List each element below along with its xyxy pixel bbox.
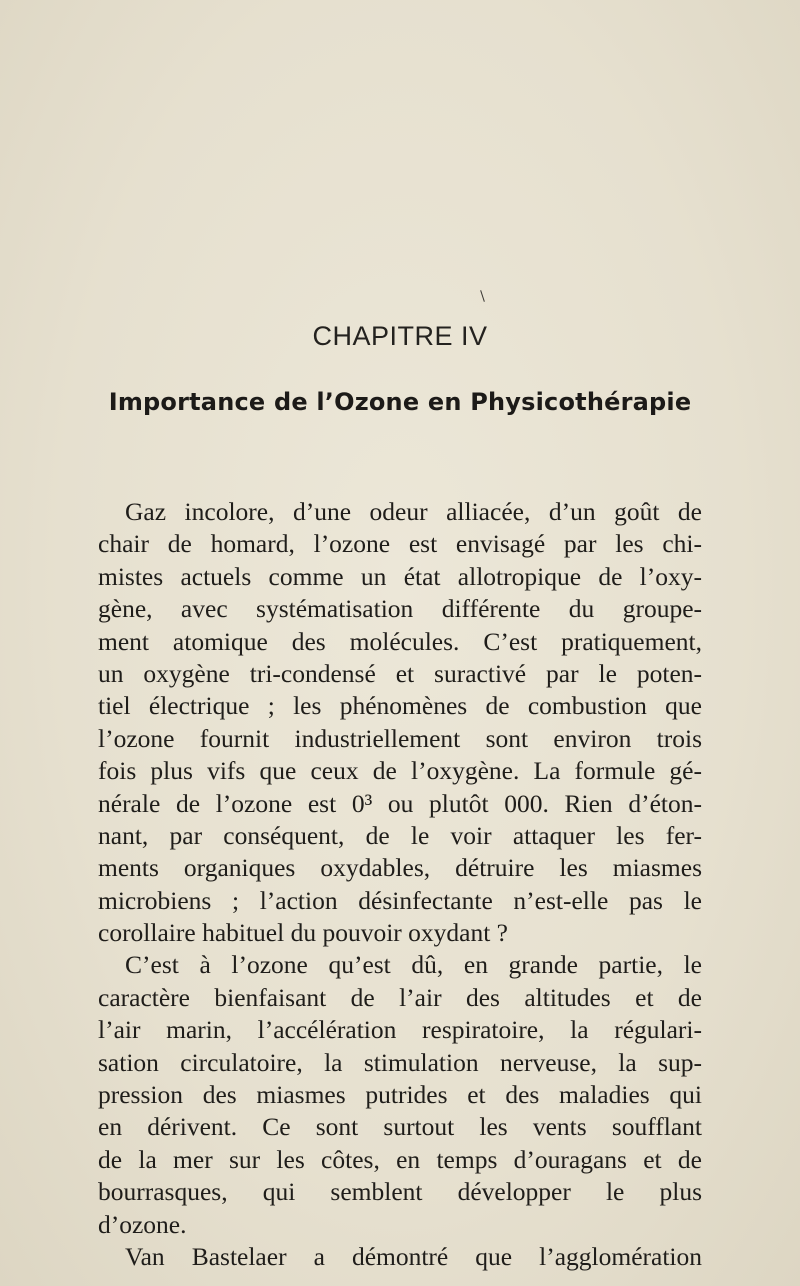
text-line: de la mer sur les côtes, en temps d’ouragans et de [98, 1144, 702, 1174]
text-line: ment atomique des molécules. C’est pratiquement, [98, 626, 702, 656]
text-line: d’ozone. [98, 1209, 187, 1239]
text-line: tiel électrique ; les phénomènes de combustion que [98, 691, 702, 721]
body-text [98, 496, 702, 1273]
text-line: Van Bastelaer a démontré que l’agglomération [125, 1241, 702, 1271]
text-line: en dérivent. Ce sont surtout les vents soufflant [98, 1112, 702, 1142]
text-line: pression des miasmes putrides et des maladies qui [98, 1080, 702, 1110]
text-line: Gaz incolore, d’une odeur alliacée, d’un goût de [125, 497, 702, 526]
text-line: nérale de l’ozone est 0³ ou plutôt 000. Rien d’éton- [98, 788, 702, 818]
text-line: C’est à l’ozone qu’est dû, en grande partie, le [125, 950, 702, 980]
text-line: ments organiques oxydables, détruire les miasmes [98, 853, 702, 883]
chapter-heading: CHAPITRE IV [312, 321, 488, 351]
text-line: corollaire habituel du pouvoir oxydant ? [98, 918, 509, 948]
chapter-title: Importance de l’Ozone en Physicothérapie [108, 388, 692, 416]
text-line: fois plus vifs que ceux de l’oxygène. La formule gé- [98, 756, 702, 786]
text-line: caractère bienfaisant de l’air des altitudes et de [98, 982, 702, 1012]
text-line: un oxygène tri-condensé et suractivé par le poten- [98, 658, 702, 688]
text-line: bourrasques, qui semblent développer le plus [98, 1177, 702, 1207]
stray-ink-mark [480, 290, 485, 302]
text-line: nant, par conséquent, de le voir attaquer les fer- [98, 820, 702, 850]
text-line: l’ozone fournit industriellement sont environ trois [98, 723, 702, 753]
text-line: microbiens ; l’action désinfectante n’est-elle pas le [98, 885, 702, 915]
text-line: l’air marin, l’accélération respiratoire, la régulari- [98, 1015, 702, 1045]
text-line: mistes actuels comme un état allotropique de l’oxy- [98, 561, 702, 591]
text-line: chair de homard, l’ozone est envisagé par les chi- [98, 529, 702, 559]
text-line: sation circulatoire, la stimulation nerveuse, la sup- [98, 1047, 702, 1077]
text-line: gène, avec systématisation différente du groupe- [98, 594, 702, 624]
